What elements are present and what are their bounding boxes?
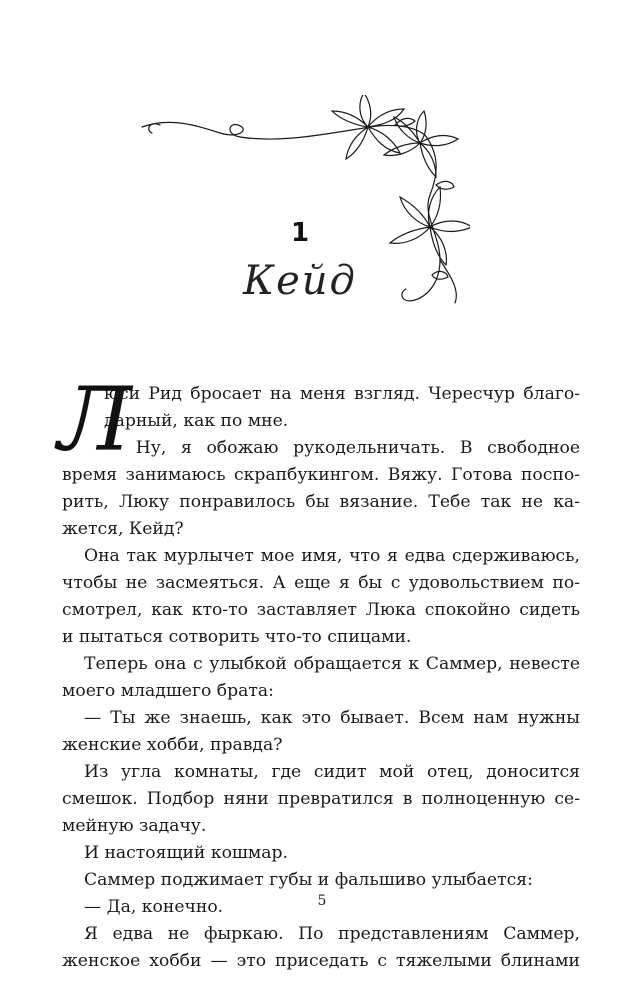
text-line: моего младшего брата: — [62, 681, 274, 701]
chapter-number: 1 — [290, 218, 310, 248]
text-line: — Ну, я обожаю рукодельничать. В свободное — [104, 438, 580, 458]
text-line: И настоящий кошмар. — [84, 843, 288, 863]
text-line: — Ты же знаешь, как это бывает. Всем нам нужны — [84, 708, 580, 728]
text-line: рить, Люку понравилось бы вязание. Тебе так не ка- — [62, 492, 580, 512]
text-line: чтобы не засмеяться. А еще я бы с удовольствием по- — [62, 573, 580, 593]
drop-cap: Л — [58, 368, 132, 471]
text-line: мейную задачу. — [62, 816, 207, 836]
text-line: время занимаюсь скрапбукингом. Вяжу. Готова поспо- — [62, 465, 580, 485]
text-line: смотрел, как кто-то заставляет Люка спокойно сидеть — [62, 600, 580, 620]
text-line: Саммер поджимает губы и фальшиво улыбается: — [84, 870, 533, 890]
text-line: женские хобби, правда? — [62, 735, 283, 755]
page-number: 5 — [317, 893, 327, 909]
text-line: и пытаться сотворить что-то спицами. — [62, 627, 412, 647]
text-line: Из угла комнаты, где сидит мой отец, доносится — [84, 762, 580, 782]
text-line: Она так мурлычет мое имя, что я едва сдерживаюсь, — [84, 546, 580, 566]
text-line: женское хобби — это приседать с тяжелыми блинами — [62, 951, 580, 971]
text-line: жется, Кейд? — [62, 519, 184, 539]
body-text — [62, 381, 580, 975]
text-line: Теперь она с улыбкой обращается к Саммер, невесте — [84, 654, 580, 674]
chapter-title: Кейд — [243, 258, 357, 304]
text-line: дарный, как по мне. — [104, 411, 289, 431]
text-line: — Да, конечно. — [84, 897, 224, 917]
text-line: юси Рид бросает на меня взгляд. Чересчур благо- — [104, 384, 580, 404]
text-line: Я едва не фыркаю. По представлениям Саммер, — [84, 924, 580, 944]
text-line: смешок. Подбор няни превратился в полноценную се- — [62, 789, 580, 809]
